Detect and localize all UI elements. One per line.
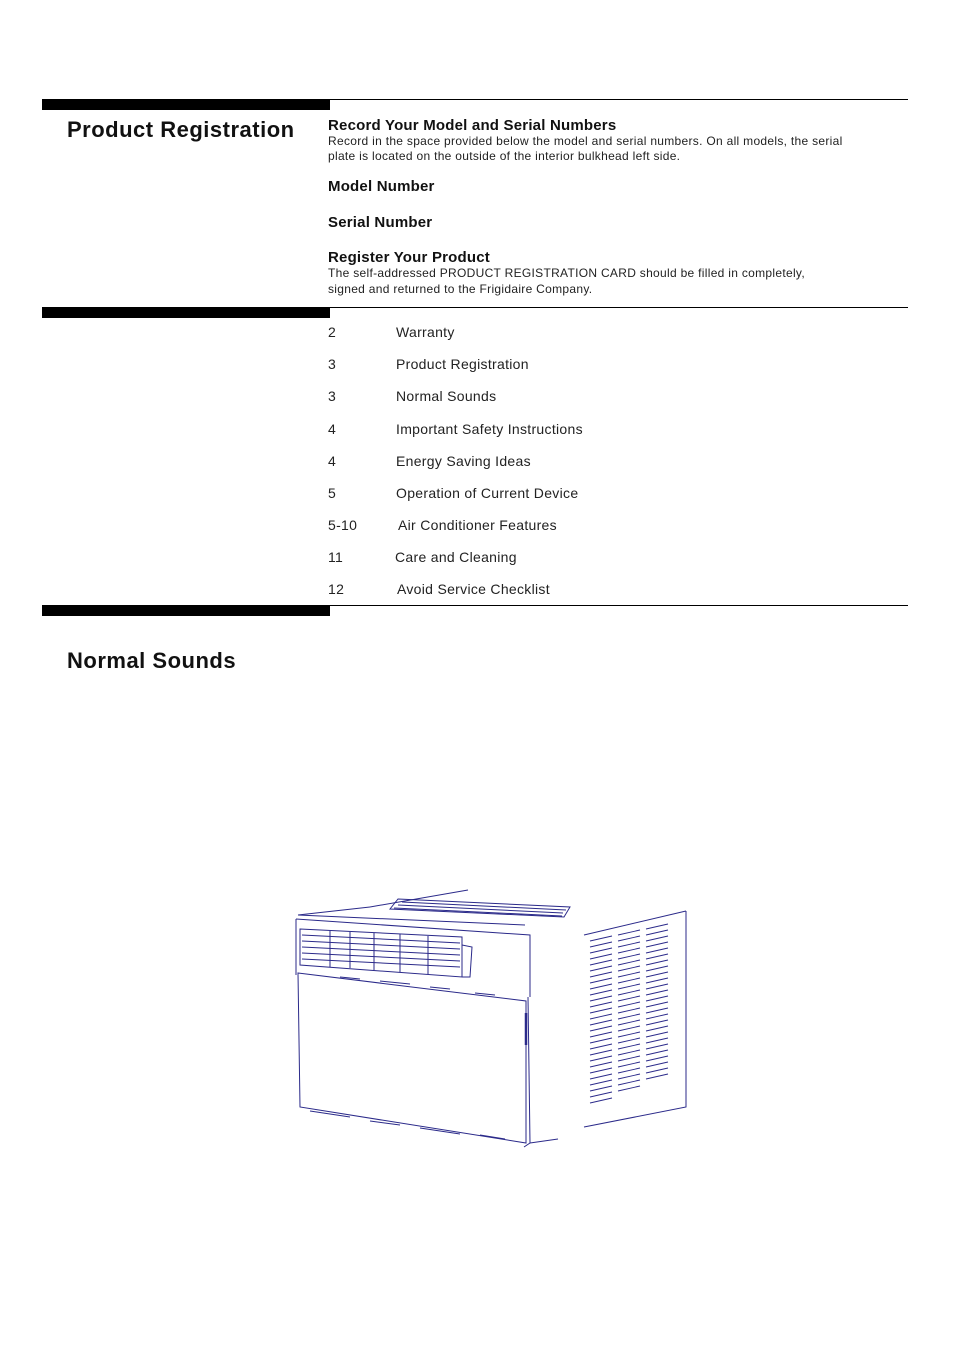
front-panel — [298, 973, 526, 1143]
contents-item — [328, 356, 888, 376]
contents-item — [328, 581, 888, 601]
register-product-heading: Register Your Product — [328, 249, 491, 266]
product-registration-heading: Product Registration — [67, 117, 295, 142]
contents-item — [328, 517, 888, 537]
contents-title: Energy Saving Ideas — [396, 453, 531, 469]
contents-page-number: 4 — [328, 421, 337, 437]
contents-page-number: 12 — [328, 581, 345, 597]
contents-page-number: 3 — [328, 388, 337, 404]
contents-page-number: 11 — [328, 549, 344, 565]
register-product-text-line1: The self-addressed PRODUCT REGISTRATION CARD should be filled in completely, — [328, 266, 805, 280]
register-product-text-line2: signed and returned to the Frigidaire Company. — [328, 282, 593, 296]
record-numbers-text-line2: plate is located on the outside of the interior bulkhead left side. — [328, 149, 681, 163]
model-number-label: Model Number — [328, 178, 435, 195]
contents-title: Avoid Service Checklist — [397, 581, 550, 597]
contents-item — [328, 453, 888, 473]
contents-item — [328, 324, 888, 344]
contents-page-number: 4 — [328, 453, 337, 469]
contents-title: Important Safety Instructions — [396, 421, 583, 437]
section-bar-thick-top — [42, 99, 330, 110]
contents-item — [328, 421, 888, 441]
contents-page-number: 5-10 — [328, 517, 358, 533]
contents-item — [328, 388, 888, 408]
section-bar-thick-middle — [42, 307, 330, 318]
section-rule-middle — [330, 307, 908, 308]
contents-title: Warranty — [396, 324, 455, 340]
record-numbers-text-line1: Record in the space provided below the model and serial numbers. On all models, the serial — [328, 134, 843, 148]
air-conditioner-illustration — [290, 885, 700, 1155]
contents-page-number: 3 — [328, 356, 337, 372]
contents-title: Operation of Current Device — [396, 485, 579, 501]
contents-title: Normal Sounds — [396, 388, 497, 404]
contents-title: Care and Cleaning — [395, 549, 517, 565]
section-rule-bottom — [330, 605, 908, 606]
serial-number-label: Serial Number — [328, 214, 433, 231]
contents-page-number: 5 — [328, 485, 337, 501]
contents-page-number: 2 — [328, 324, 337, 340]
normal-sounds-heading: Normal Sounds — [67, 648, 237, 673]
front-grille — [300, 929, 472, 977]
section-rule-top — [330, 99, 908, 100]
record-numbers-heading: Record Your Model and Serial Numbers — [328, 117, 617, 134]
contents-item — [328, 485, 888, 505]
section-bar-thick-bottom — [42, 605, 330, 616]
top-vent — [390, 899, 570, 917]
contents-title: Air Conditioner Features — [398, 517, 557, 533]
contents-title: Product Registration — [396, 356, 529, 372]
contents-item — [328, 549, 888, 569]
side-louvres — [590, 924, 668, 1103]
